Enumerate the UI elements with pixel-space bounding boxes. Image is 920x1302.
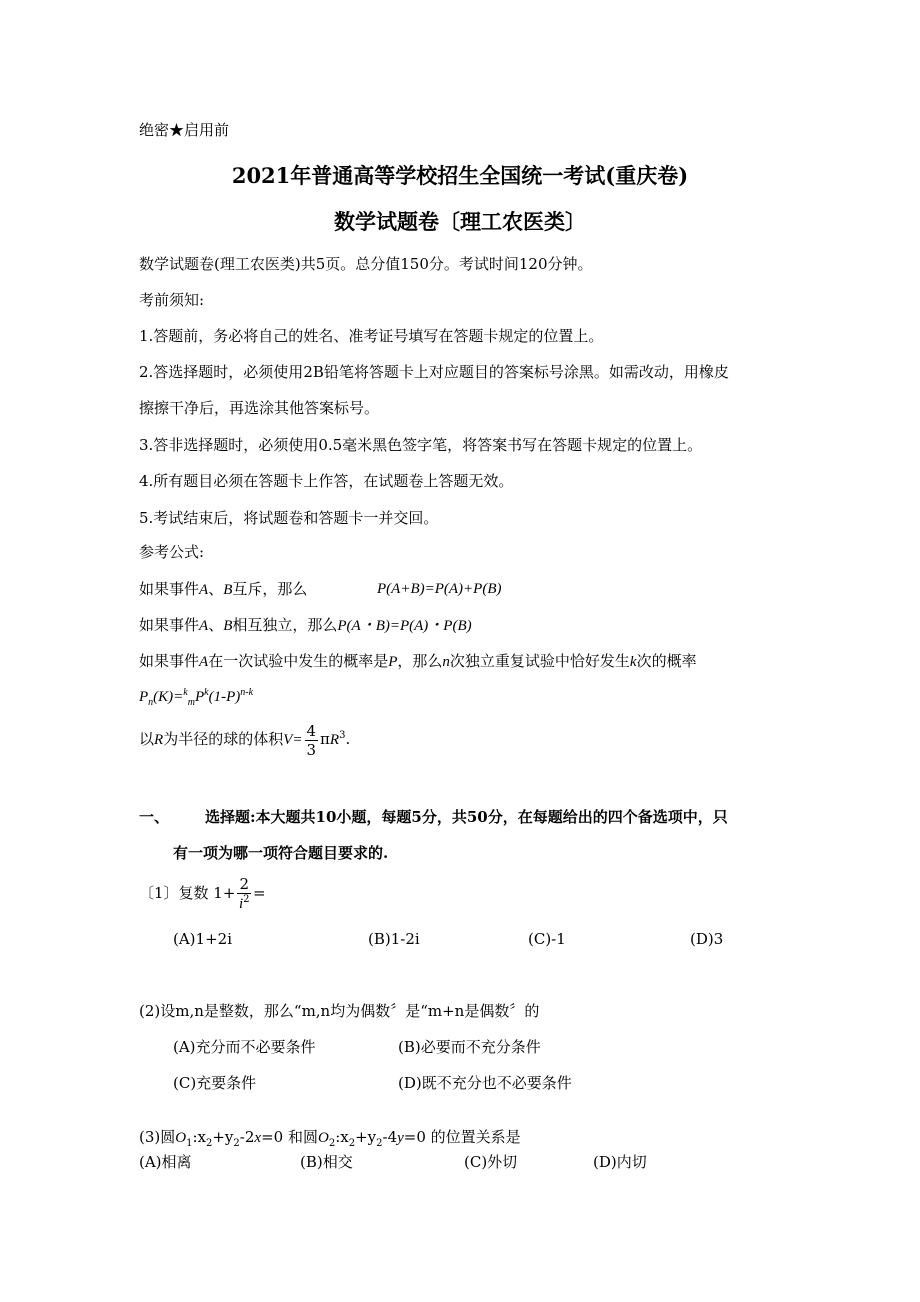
exam-info: 数学试题卷(理工农医类)共5页。总分值150分。考试时间120分钟。 bbox=[139, 255, 593, 273]
exam-subtitle: 数学试题卷〔理工农医类〕 bbox=[334, 209, 586, 234]
fraction: $\frac{2}{i^2}$ bbox=[238, 875, 250, 912]
section-heading-cont: 有一项为哪一项符合题目要求的. bbox=[173, 844, 389, 862]
fraction: $\frac{4}{3}$ bbox=[306, 721, 317, 759]
notice-item: 5.考试结束后，将试题卷和答题卡一并交回。 bbox=[139, 509, 439, 527]
question-3-option-c: (C)外切 bbox=[464, 1153, 518, 1171]
notice-item: 4.所有题目必须在答题卡上作答，在试题卷上答题无效。 bbox=[139, 472, 514, 490]
formula-product-rule: P(A・B)=P(A)・P(B) bbox=[337, 618, 472, 634]
formula-heading: 参考公式: bbox=[139, 543, 205, 561]
formula-independent: 如果事件A、B相互独立，那么P(A・B)=P(A)・P(B) bbox=[139, 616, 472, 634]
formula-binomial: $P_n(K)=^k_mP^k(1-P)^{n-k}$ bbox=[139, 687, 254, 708]
question-2-option-d: (D)既不充分也不必要条件 bbox=[398, 1074, 572, 1092]
confidential-label: 绝密★启用前 bbox=[139, 121, 230, 139]
question-3-option-b: (B)相交 bbox=[300, 1153, 353, 1171]
question-1-option-c: (C)-1 bbox=[528, 930, 566, 948]
question-2-stem: (2)设m,n是整数，那么“m,n均为偶数〞是“m+n是偶数〞的 bbox=[139, 1002, 540, 1020]
question-1-option-b: (B)1-2i bbox=[368, 930, 420, 948]
formula-binomial-text: 如果事件A在一次试验中发生的概率是P，那么n次独立重复试验中恰好发生k次的概率 bbox=[139, 652, 697, 670]
question-1-option-d: (D)3 bbox=[690, 930, 724, 948]
exam-title: 2021年普通高等学校招生全国统一考试(重庆卷) bbox=[231, 163, 689, 188]
notice-heading: 考前须知: bbox=[139, 291, 205, 309]
notice-item: 1.答题前，务必将自己的姓名、准考证号填写在答题卡规定的位置上。 bbox=[139, 327, 604, 345]
formula-sum-rule: P(A+B)=P(A)+P(B) bbox=[377, 581, 502, 597]
question-3-option-d: (D)内切 bbox=[593, 1153, 647, 1171]
formula-mutually-exclusive: 如果事件A、B互斥，那么 bbox=[139, 580, 308, 598]
notice-item: 2.答选择题时，必须使用2B铅笔将答题卡上对应题目的答案标号涂黑。如需改动，用橡皮 bbox=[139, 363, 729, 381]
notice-item: 擦擦干净后，再选涂其他答案标号。 bbox=[139, 399, 380, 417]
section-heading: 选择题:本大题共10小题，每题5分，共50分，在每题给出的四个备选项中，只 bbox=[205, 808, 728, 826]
section-number: 一、 bbox=[139, 808, 170, 826]
question-1-option-a: (A)1+2i bbox=[173, 930, 232, 948]
question-2-option-c: (C)充要条件 bbox=[173, 1074, 257, 1092]
question-3-option-a: (A)相离 bbox=[139, 1153, 192, 1171]
question-1-stem: 〔1〕复数 1+ $\frac{2}{i^2}$ = bbox=[139, 875, 266, 912]
question-2-option-a: (A)充分而不必要条件 bbox=[173, 1038, 316, 1056]
notice-item: 3.答非选择题时，必须使用0.5毫米黑色签字笔，将答案书写在答题卡规定的位置上。 bbox=[139, 436, 703, 454]
question-3-stem: (3)圆$O_1:x_2+y_2-2x=0$ 和圆$O_2:x_2+y_2-4y=0$ 的位置关系是 bbox=[139, 1128, 521, 1149]
formula-sphere-volume: 以R为半径的球的体积V= $\frac{4}{3}$ $\pi R^3$. bbox=[139, 721, 351, 759]
question-2-option-b: (B)必要而不充分条件 bbox=[398, 1038, 541, 1056]
